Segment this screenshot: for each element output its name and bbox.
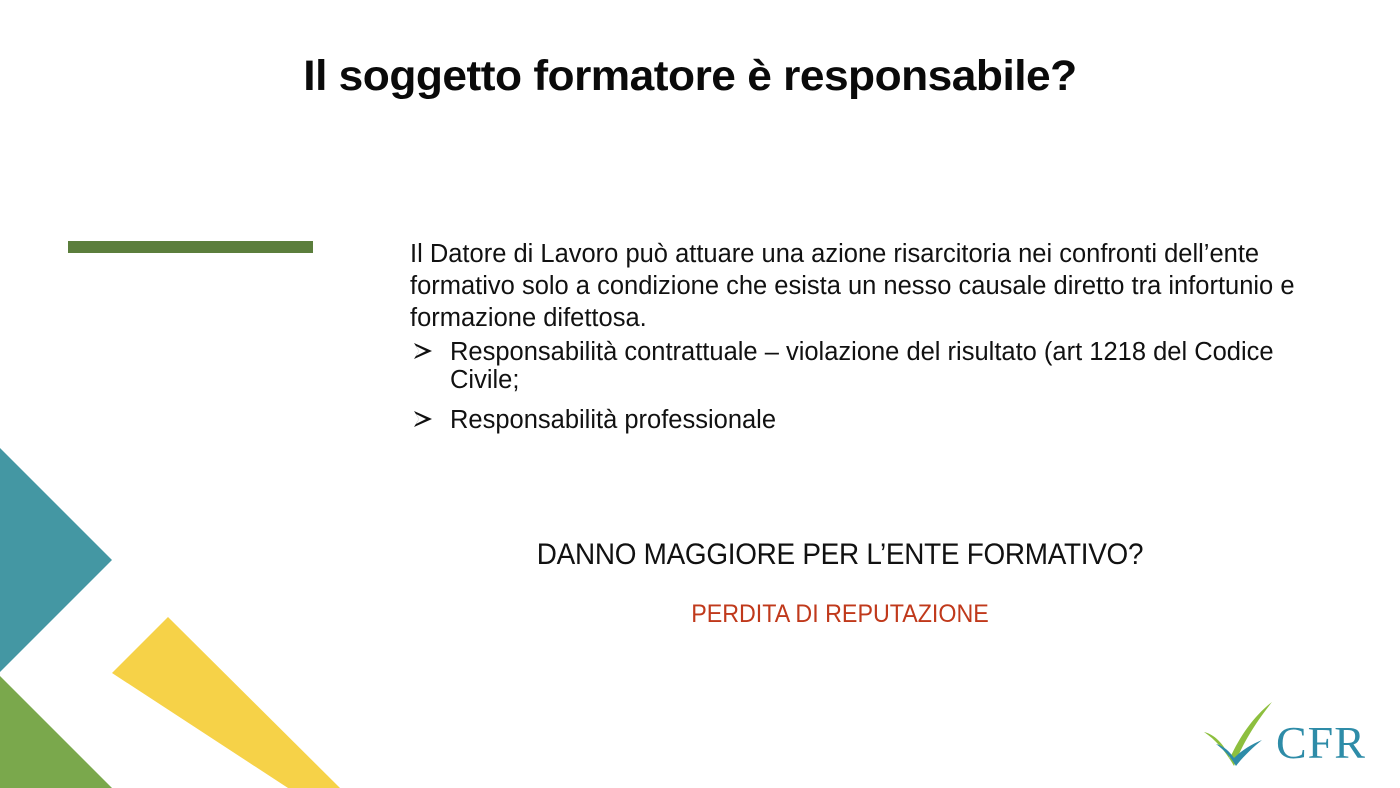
bullet-item [410, 338, 1330, 394]
bullet-text: Responsabilità contrattuale – violazione del risultato (art 1218 del Codice Civile; [450, 338, 1274, 394]
bullet-item [410, 406, 1330, 434]
teal-triangle [0, 448, 112, 672]
bullet-text: Responsabilità professionale [450, 406, 777, 434]
cfr-logo [1200, 700, 1380, 770]
body-paragraph: Il Datore di Lavoro può attuare una azione risarcitoria nei confronti dell’ente formativo solo a condizione che esista un nesso causale diretto tra infortunio e formazione difettosa. [410, 240, 1295, 332]
answer-text: PERDITA DI REPUTAZIONE [691, 600, 989, 628]
decorative-shapes [0, 0, 400, 788]
arrow-bullet-icon [412, 340, 434, 362]
slide-body [410, 238, 1330, 446]
green-triangle [0, 676, 112, 788]
question-text: DANNO MAGGIORE PER L’ENTE FORMATIVO? [536, 538, 1144, 571]
bullet-list [410, 338, 1330, 434]
logo-text: CFR [1276, 717, 1366, 768]
slide-title: Il soggetto formatore è responsabile? [303, 52, 1077, 100]
checkmark-icon [1200, 700, 1280, 770]
arrow-bullet-icon [412, 408, 434, 430]
accent-bar [68, 241, 313, 253]
yellow-stripe [112, 617, 340, 788]
